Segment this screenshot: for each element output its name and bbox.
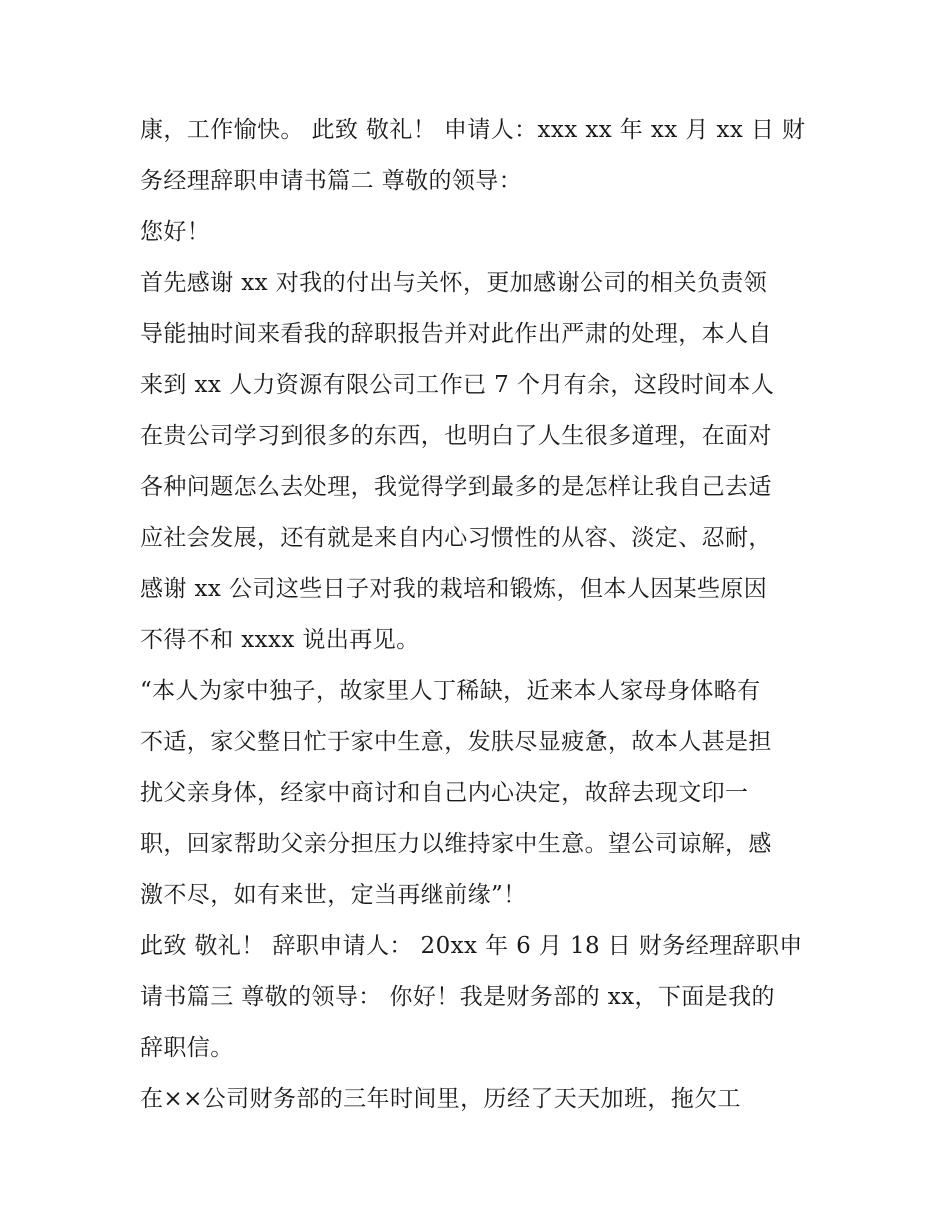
text-line: 您好！ <box>140 219 211 245</box>
text-line: 扰父亲身体，经家中商讨和自己内心决定，故辞去现文印一 <box>140 780 749 806</box>
text-line: “本人为家中独子，故家里人丁稀缺，近来本人家母身体略有 <box>140 678 761 704</box>
text-line: 康，工作愉快。 此致 敬礼！ 申请人：xxx xx 年 xx 月 xx 日 财 <box>140 117 806 143</box>
text-line: 不适，家父整日忙于家中生意，发肤尽显疲惫，故本人甚是担 <box>140 729 772 755</box>
text-line: 应社会发展，还有就是来自内心习惯性的从容、淡定、忍耐， <box>140 525 772 551</box>
text-line: 辞职信。 <box>140 1035 234 1061</box>
text-line: 务经理辞职申请书篇二 尊敬的领导： <box>140 168 523 194</box>
document-body <box>140 105 820 1125</box>
text-line: 各种问题怎么去处理，我觉得学到最多的是怎样让我自己去适 <box>140 474 772 500</box>
text-line: 感谢 xx 公司这些日子对我的栽培和锻炼，但本人因某些原因 <box>140 576 768 602</box>
text-line: 在贵公司学习到很多的东西，也明白了人生很多道理，在面对 <box>140 423 772 449</box>
text-line: 来到 xx 人力资源有限公司工作已 7 个月有余，这段时间本人 <box>140 372 775 398</box>
text-line: 导能抽时间来看我的辞职报告并对此作出严肃的处理，本人自 <box>140 321 772 347</box>
text-line: 激不尽，如有来世，定当再继前缘”！ <box>140 882 527 908</box>
text-line: 不得不和 xxxx 说出再见。 <box>140 627 420 653</box>
text-line: 在××公司财务部的三年时间里，历经了天天加班，拖欠工 <box>140 1086 741 1112</box>
text-line: 职，回家帮助父亲分担压力以维持家中生意。望公司谅解，感 <box>140 831 772 857</box>
text-line: 首先感谢 xx 对我的付出与关怀，更加感谢公司的相关负责领 <box>140 270 768 296</box>
text-line: 此致 敬礼！ 辞职申请人： 20xx 年 6 月 18 日 财务经理辞职申 <box>140 933 803 959</box>
text-line: 请书篇三 尊敬的领导： 你好！我是财务部的 xx，下面是我的 <box>140 984 775 1010</box>
